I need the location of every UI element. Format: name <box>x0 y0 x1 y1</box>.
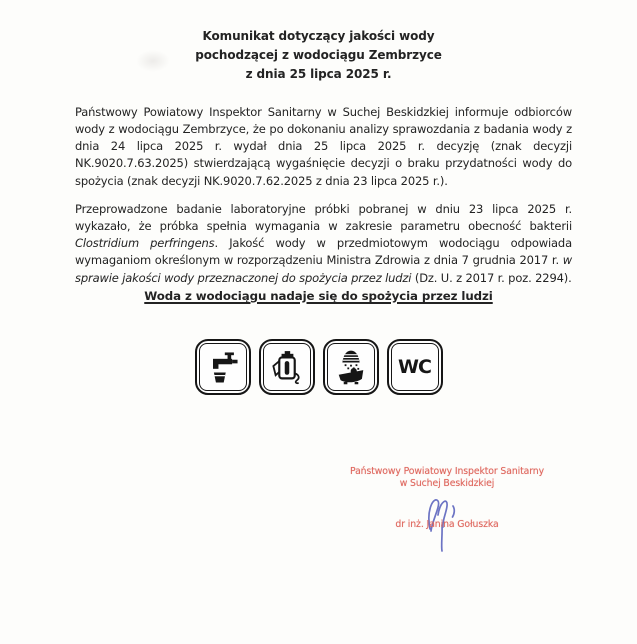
stamp-office-line-2: w Suchej Beskidzkiej <box>399 478 495 489</box>
signature-area <box>338 493 556 551</box>
paragraph-decision: Państwowy Powiatowy Inspektor Sanitarny w Suchej Beskidzkiej informuje odbiorców wody z wodociągu Zembrzyce, że po dokonaniu analizy sprawozdania z badania wody z dnia 24 lipca 2025 r. wydał dnia 25 lipca 2025 r. decyzję (znak decyzji NK.9020.7.63.2025) stwierdzającą wygaśnięcie decyzji o braku przydatności wody do spożycia (znak decyzji NK.9020.7.62.2025 z dnia 23 lipca 2025 r.). <box>75 104 572 188</box>
tap-water-icon-inner <box>199 343 247 391</box>
bath-shower-icon <box>323 339 379 395</box>
wc-label: WC <box>398 356 431 378</box>
title-line-3: z dnia 25 lipca 2025 r. <box>245 67 392 81</box>
wc-icon-inner <box>391 343 439 391</box>
tap-water-icon <box>195 339 251 395</box>
lab-results-text: Przeprowadzone badanie laboratoryjne próbki pobranej w dniu 23 lipca 2025 r. wykazało, że próbka spełnia wymagania w zakresie parametru obecność bakterii <box>75 201 572 233</box>
regulation-title: w sprawie jakości wody przeznaczonej do spożycia przez ludzi <box>75 253 572 285</box>
official-stamp <box>338 466 556 551</box>
document-title <box>0 27 637 84</box>
bath-shower-icon-inner <box>327 343 375 391</box>
paragraph-lab-results <box>75 201 572 287</box>
signer-name: dr inż. Janina Gołuszka <box>395 519 499 530</box>
regulation-text: Jakość wody w przedmiotowym wodociągu odpowiada wymaganiom określonym w rozporządzeniu Ministra Zdrowia z dnia 7 grudnia 2017 r. <box>75 236 572 268</box>
conclusion-headline: Woda z wodociągu nadaje się do spożycia przez ludzi <box>144 289 493 303</box>
faucet-glass-glyph <box>203 347 243 387</box>
regulation-reference: (Dz. U. z 2017 r. poz. 2294). <box>411 270 572 285</box>
kettle-icon <box>259 339 315 395</box>
bacteria-name: Clostridium perfringens <box>75 236 215 251</box>
wc-icon <box>387 339 443 395</box>
title-line-2: pochodzącej z wodociągu Zembrzyce <box>195 48 442 62</box>
shower-bath-glyph <box>331 347 371 387</box>
title-line-1: Komunikat dotyczący jakości wody <box>202 29 435 43</box>
lab-results-period: . <box>214 236 219 251</box>
water-use-pictograms <box>0 339 637 395</box>
stamp-office-line-1: Państwowy Powiatowy Inspektor Sanitarny <box>349 466 545 477</box>
kettle-glyph <box>267 347 307 387</box>
kettle-icon-inner <box>263 343 311 391</box>
